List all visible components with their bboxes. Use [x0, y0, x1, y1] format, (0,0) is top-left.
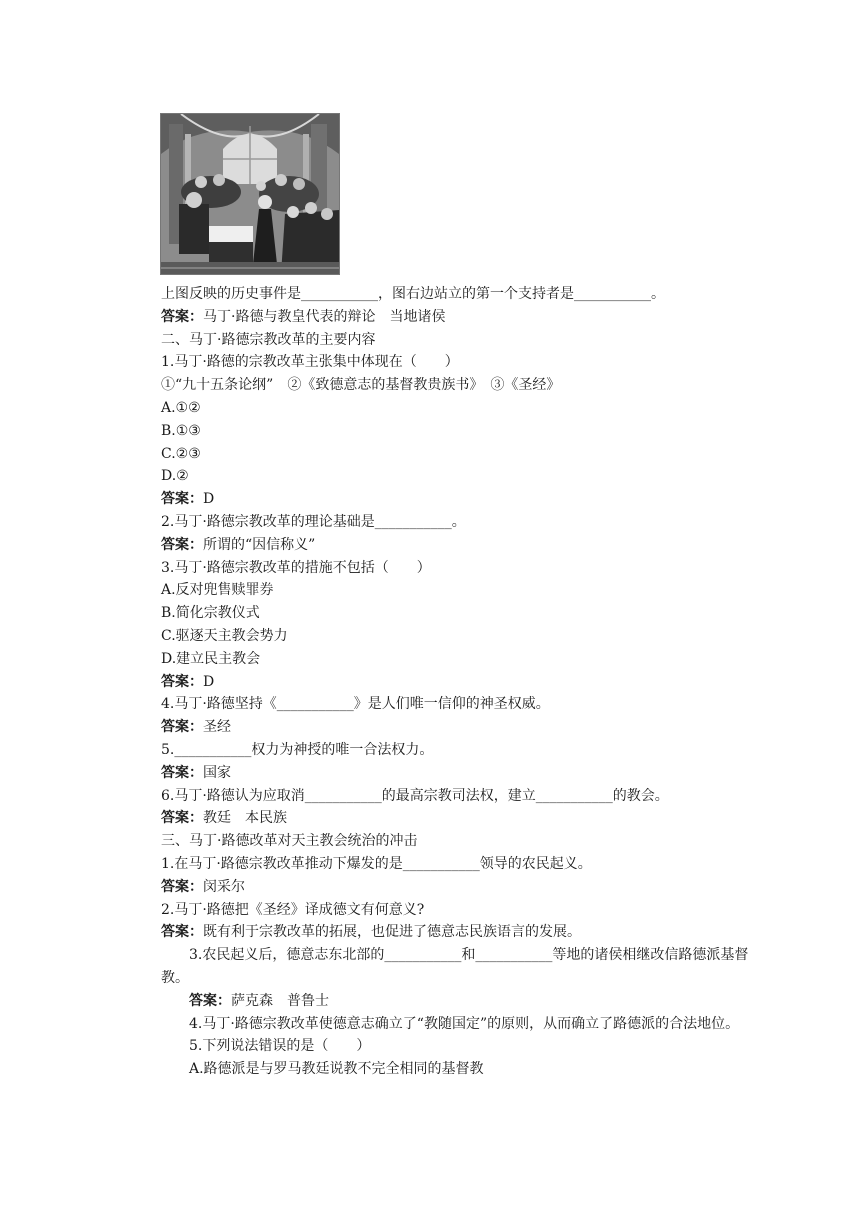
- answer-label: 答案：: [161, 764, 203, 781]
- question-stem: 1.马丁·路德的宗教改革主张集中体现在（ ）: [161, 354, 459, 371]
- question-stem: 5.___________权力为神授的唯一合法权力。: [161, 741, 434, 758]
- question-stem: 5.下列说法错误的是（ ）: [189, 1038, 371, 1055]
- answer-text: 闵采尔: [203, 878, 245, 895]
- option-a: A.反对兜售赎罪券: [161, 582, 274, 599]
- question-stem: 3.马丁·路德宗教改革的措施不包括（ ）: [161, 559, 431, 576]
- option-b: B.简化宗教仪式: [161, 605, 260, 622]
- answer-text: 教廷 本民族: [203, 810, 287, 827]
- answer-text: D: [203, 491, 215, 508]
- answer-line: [161, 807, 751, 830]
- question-stem: 3.农民起义后，德意志东北部的___________和___________等地的诸侯相继改信路德派基督教。: [161, 947, 749, 986]
- answer-label: 答案：: [161, 308, 203, 325]
- answer-text: D: [203, 673, 215, 690]
- option-b: B.①③: [161, 422, 201, 439]
- answer-label: 答案：: [161, 719, 203, 736]
- figure-question: 上图反映的历史事件是___________，图右边站立的第一个支持者是___________。: [161, 286, 665, 302]
- option-c: C.驱逐天主教会势力: [161, 627, 288, 644]
- question-stem: 4.马丁·路德宗教改革使德意志确立了“教随国定”的原则，从而确立了路德派的合法地位。: [189, 1015, 740, 1032]
- answer-text: 萨克森 普鲁士: [231, 992, 329, 1009]
- answer-line: [161, 990, 751, 1013]
- question-stem: 4.马丁·路德坚持《___________》是人们唯一信仰的神圣权威。: [161, 696, 550, 713]
- answer-text: 所谓的“因信称义”: [203, 536, 316, 553]
- question-items: ①“九十五条论纲” ②《致德意志的基督教贵族书》 ③《圣经》: [161, 377, 561, 394]
- historical-engraving-image: [160, 113, 340, 275]
- answer-line: [161, 921, 751, 944]
- answer-label: 答案：: [189, 992, 231, 1009]
- document-body: [161, 283, 751, 1081]
- answer-line: [161, 306, 751, 329]
- answer-label: 答案：: [161, 810, 203, 827]
- answer-text: 马丁·路德与教皇代表的辩论 当地诸侯: [203, 308, 446, 325]
- answer-line: [161, 534, 751, 557]
- option-a: A.路德派是与罗马教廷说教不完全相同的基督教: [189, 1061, 484, 1078]
- answer-label: 答案：: [161, 878, 203, 895]
- option-d: D.②: [161, 468, 189, 485]
- question-stem: 1.在马丁·路德宗教改革推动下爆发的是___________领导的农民起义。: [161, 855, 592, 872]
- answer-text: 国家: [203, 764, 231, 781]
- option-a: A.①②: [161, 399, 201, 416]
- answer-line: [161, 671, 751, 694]
- answer-line: [161, 716, 751, 739]
- answer-line: [161, 762, 751, 785]
- question-stem: 6.马丁·路德认为应取消___________的最高宗教司法权，建立___________的教会。: [161, 787, 669, 804]
- option-d: D.建立民主教会: [161, 650, 261, 667]
- answer-line: [161, 876, 751, 899]
- answer-line: [161, 488, 751, 511]
- question-stem: 2.马丁·路德宗教改革的理论基础是___________。: [161, 513, 466, 530]
- question-stem: 2.马丁·路德把《圣经》译成德文有何意义?: [161, 901, 425, 918]
- answer-label: 答案：: [161, 536, 203, 553]
- answer-text: 圣经: [203, 719, 231, 736]
- answer-text: 既有利于宗教改革的拓展，也促进了德意志民族语言的发展。: [203, 924, 581, 941]
- answer-label: 答案：: [161, 673, 203, 690]
- section-heading: 三、马丁·路德改革对天主教会统治的冲击: [161, 833, 418, 850]
- option-c: C.②③: [161, 445, 201, 462]
- answer-label: 答案：: [161, 491, 203, 508]
- answer-label: 答案：: [161, 924, 203, 941]
- section-heading: 二、马丁·路德宗教改革的主要内容: [161, 331, 376, 348]
